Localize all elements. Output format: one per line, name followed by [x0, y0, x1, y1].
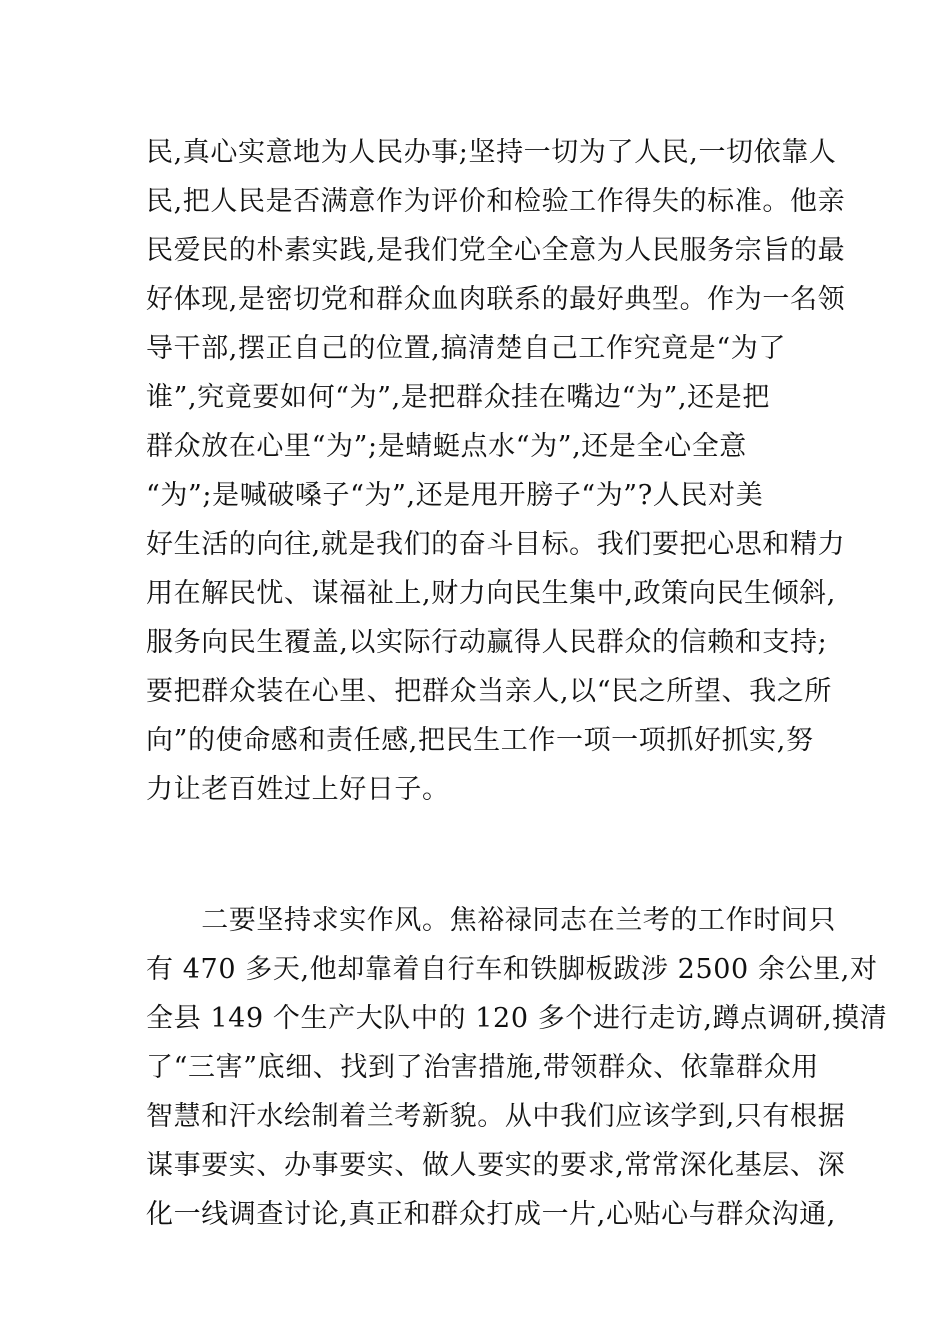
text-line: 民,真心实意地为人民办事;坚持一切为了人民,一切依靠人	[146, 137, 837, 168]
text-line: “为”;是喊破嗓子“为”,还是甩开膀子“为”?人民对美	[146, 480, 764, 511]
document-page	[146, 128, 888, 1239]
text-line: 化一线调查讨论,真正和群众打成一片,心贴心与群众沟通,	[146, 1199, 836, 1230]
text-line: 智慧和汗水绘制着兰考新貌。从中我们应该学到,只有根据	[146, 1101, 846, 1132]
text-line: 有 470 多天,他却靠着自行车和铁脚板跋涉 2500 余公里,对	[146, 954, 878, 985]
text-line: 服务向民生覆盖,以实际行动赢得人民群众的信赖和支持;	[146, 627, 828, 658]
text-line: 导干部,摆正自己的位置,搞清楚自己工作究竟是“为了	[146, 333, 786, 364]
paragraph-2	[146, 896, 888, 1239]
text-line: 好体现,是密切党和群众血肉联系的最好典型。作为一名领	[146, 284, 846, 315]
text-line: 谋事要实、办事要实、做人要实的要求,常常深化基层、深	[146, 1150, 846, 1181]
text-line: 向”的使命感和责任感,把民生工作一项一项抓好抓实,努	[146, 725, 814, 756]
text-line: 全县 149 个生产大队中的 120 多个进行走访,蹲点调研,摸清	[146, 1003, 888, 1034]
paragraph-spacer	[146, 814, 806, 896]
paragraph-1	[146, 128, 846, 814]
text-line: 力让老百姓过上好日子。	[146, 774, 450, 805]
text-line: 用在解民忧、谋福祉上,财力向民生集中,政策向民生倾斜,	[146, 578, 836, 609]
text-line: 二要坚持求实作风。焦裕禄同志在兰考的工作时间只	[146, 905, 836, 936]
text-line: 了“三害”底细、找到了治害措施,带领群众、依靠群众用	[146, 1052, 819, 1083]
text-line: 群众放在心里“为”;是蜻蜓点水“为”,还是全心全意	[146, 431, 747, 462]
text-line: 好生活的向往,就是我们的奋斗目标。我们要把心思和精力	[146, 529, 846, 560]
text-line: 要把群众装在心里、把群众当亲人,以“民之所望、我之所	[146, 676, 832, 707]
text-line: 民,把人民是否满意作为评价和检验工作得失的标准。他亲	[146, 186, 846, 217]
text-line: 民爱民的朴素实践,是我们党全心全意为人民服务宗旨的最	[146, 235, 846, 266]
text-line: 谁”,究竟要如何“为”,是把群众挂在嘴边“为”,还是把	[146, 382, 770, 413]
